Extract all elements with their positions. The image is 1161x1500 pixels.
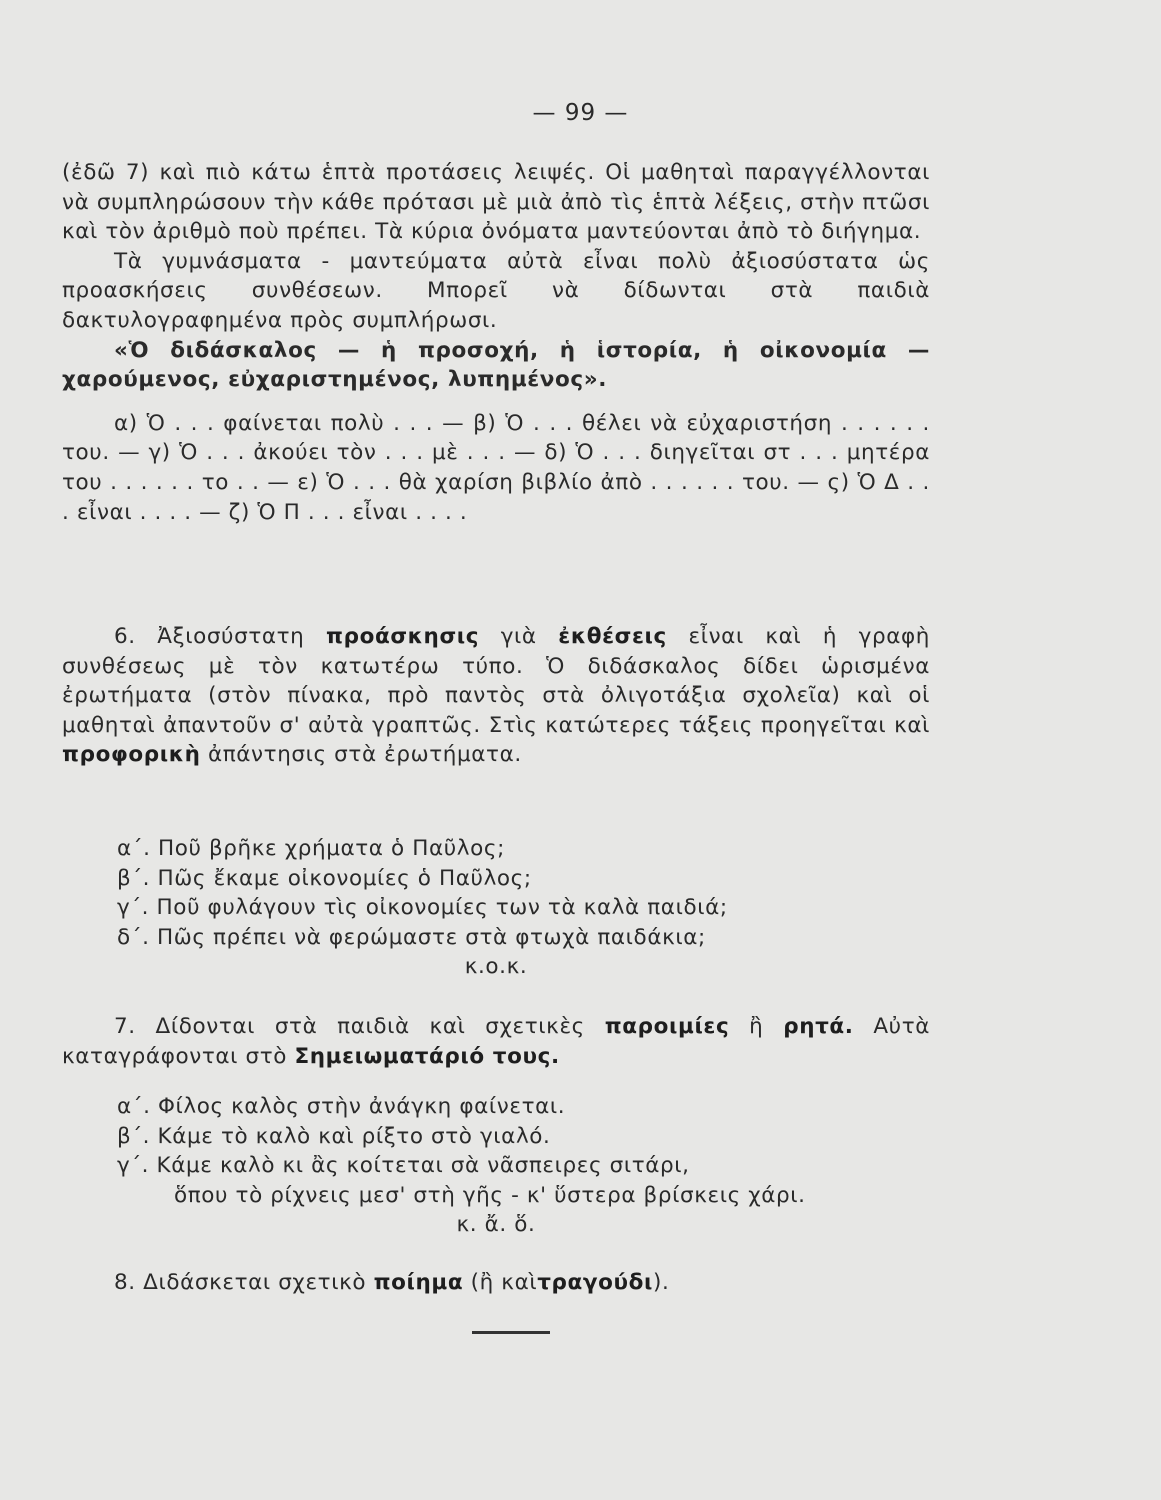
list-item: α΄. Ποῦ βρῆκε χρήματα ὁ Παῦλος;	[117, 836, 505, 861]
section-number: 6.	[114, 624, 136, 649]
section-text: Δίδονται στὰ παιδιὰ καὶ σχετικὲς	[155, 1014, 585, 1039]
fill-in-exercise: α) Ὁ . . . φαίνεται πολὺ . . . — β) Ὁ . . . θέλει νὰ εὐχαριστήση . . . . . . του. — γ) Ὁ . . . ἀκούει τὸν . . . μὲ . . . — δ) Ὁ . . . διηγεῖται στ . . . μητέρα του . . . . . . το . . — ε) Ὁ . . . θὰ χαρίση βιβλίο ἀπὸ . . . . . . του. — ς) Ὁ Δ . . . εἶναι . . . . — ζ) Ὁ Π . . . εἶναι . . . .	[62, 410, 930, 525]
end-rule	[472, 1331, 550, 1334]
section-text: Διδάσκεται σχετικὸ	[143, 1270, 367, 1295]
section-8	[62, 1268, 930, 1298]
bold-term: ποίημα	[373, 1270, 464, 1295]
bold-term: ρητά.	[783, 1014, 854, 1039]
proverb-continuation: ὅπου τὸ ρίχνεις μεσ' στὴ γῆς - κ' ὕστερα βρίσκεις χάρι.	[174, 1182, 806, 1208]
section-8-paragraph	[62, 1268, 930, 1298]
bold-term: προφορικὴ	[62, 742, 201, 768]
page-number: — 99 —	[532, 100, 629, 126]
section-7-paragraph	[62, 1012, 930, 1071]
list-item: γ΄. Κάμε καλὸ κι ἂς κοίτεται σὰ νᾶσπειρες σιτάρι,	[117, 1153, 690, 1179]
intro-paragraph: Τὰ γυμνάσματα - μαντεύματα αὐτὰ εἶναι πολὺ ἀξιοσύστατα ὡς προασκήσεις συνθέσεων. Μπορεῖ νὰ δίδωνται στὰ παιδιὰ δακτυλογραφημένα πρὸς συμπλήρωσι.	[62, 248, 930, 333]
section-number: 7.	[114, 1014, 136, 1039]
etc-marker: κ. ἄ. ὅ.	[456, 1212, 536, 1238]
question-list	[62, 834, 930, 982]
section-text: Αὐτὰ καταγράφονται στὸ	[62, 1014, 931, 1069]
intro-block	[62, 158, 930, 527]
section-text: Ἀξιοσύστατη	[157, 624, 305, 649]
section-text: ἀπάντησις στὰ ἐρωτήματα.	[207, 742, 522, 768]
proverb-list	[62, 1092, 930, 1240]
section-6	[62, 622, 930, 770]
section-number: 8.	[114, 1270, 136, 1295]
list-item: α΄. Φίλος καλὸς στὴν ἀνάγκη φαίνεται.	[117, 1094, 566, 1119]
bold-word-list: «Ὁ διδάσκαλος — ἡ προσοχή, ἡ ἱστορία, ἡ οἰκονομία — χαρούμενος, εὐχαριστημένος, λυπημένος».	[62, 337, 930, 393]
section-text: (ἢ καὶ	[470, 1270, 538, 1295]
list-item: δ΄. Πῶς πρέπει νὰ φερώμαστε στὰ φτωχὰ παιδάκια;	[117, 924, 706, 950]
bold-term: ἐκθέσεις	[558, 624, 667, 649]
bold-term: προάσκησις	[325, 624, 480, 649]
bold-term: παροιμίες	[604, 1014, 730, 1039]
section-6-paragraph	[62, 622, 930, 770]
intro-paragraph: (ἐδῶ 7) καὶ πιὸ κάτω ἑπτὰ προτάσεις λειψές. Οἱ μαθηταὶ παραγγέλλονται νὰ συμπληρώσουν τὴν κάθε πρότασι μὲ μιὰ ἀπὸ τὶς ἑπτὰ λέξεις, στὴν πτῶσι καὶ τὸν ἀριθμὸ ποὺ πρέπει. Τὰ κύρια ὀνόματα μαντεύονται ἀπὸ τὸ διήγημα.	[62, 160, 930, 245]
bold-term: Σημειωματάριό τους.	[294, 1043, 560, 1069]
section-7	[62, 1012, 930, 1071]
list-item: β΄. Κάμε τὸ καλὸ καὶ ρίξτο στὸ γιαλό.	[117, 1123, 551, 1149]
section-text: ).	[653, 1270, 670, 1295]
section-text: γιὰ	[500, 624, 537, 649]
list-item: γ΄. Ποῦ φυλάγουν τὶς οἰκονομίες των τὰ καλὰ παιδιά;	[117, 895, 728, 921]
section-text: ἢ	[749, 1014, 764, 1039]
section-text: εἶναι καὶ ἡ γραφὴ συνθέσεως μὲ τὸν κατωτέρω τύπο. Ὁ διδάσκαλος δίδει ὡρισμένα ἐρωτήματα (στὸν πίνακα, πρὸ παντὸς στὰ ὀλιγοτάξια σχολεῖα) καὶ οἱ μαθηταὶ ἀπαντοῦν σ' αὐτὰ γραπτῶς. Στὶς κατώτερες τάξεις προηγεῖται καὶ	[62, 624, 931, 738]
bold-term: τραγούδι	[537, 1270, 653, 1295]
etc-marker: κ.ο.κ.	[464, 954, 528, 980]
list-item: β΄. Πῶς ἔκαμε οἰκονομίες ὁ Παῦλος;	[117, 865, 532, 891]
